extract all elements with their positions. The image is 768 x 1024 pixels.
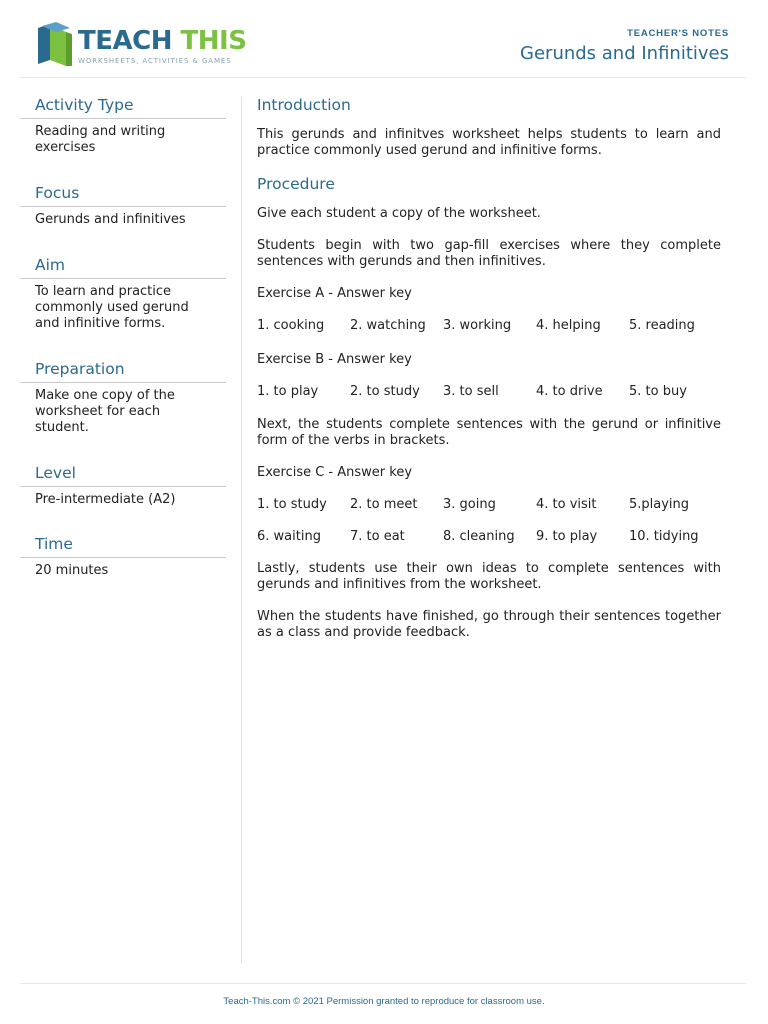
level-heading: Level — [20, 460, 226, 487]
answer-item: 2. watching — [350, 318, 426, 333]
answer-item: 3. working — [443, 318, 512, 333]
time-section — [20, 531, 226, 591]
time-text: 20 minutes — [35, 563, 109, 578]
main-content — [257, 92, 721, 641]
procedure-step-3: Next, the students complete sentences with the gerund or infinitive form of the verbs in brackets. — [257, 417, 721, 448]
level-text: Pre-intermediate (A2) — [35, 492, 176, 507]
aim-heading: Aim — [20, 252, 226, 279]
answer-item: 5. to buy — [629, 384, 687, 399]
preparation-section — [20, 356, 226, 460]
aim-text: To learn and practice commonly used gerund and infinitive forms. — [35, 284, 189, 331]
page-header — [0, 0, 768, 80]
procedure-step-5: When the students have finished, go through their sentences together as a class and provide feedback. — [257, 609, 721, 640]
answer-item: 4. to visit — [536, 497, 597, 512]
level-section — [20, 460, 226, 531]
focus-heading: Focus — [20, 180, 226, 207]
procedure-heading: Procedure — [257, 175, 335, 193]
answer-item: 10. tidying — [629, 529, 699, 544]
procedure-step-4: Lastly, students use their own ideas to complete sentences with gerunds and infinitives from the worksheet. — [257, 561, 721, 592]
answer-item: 2. to meet — [350, 497, 418, 512]
footer-divider — [20, 983, 746, 984]
preparation-heading: Preparation — [20, 356, 226, 383]
answer-item: 3. to sell — [443, 384, 499, 399]
logo-tagline: WORKSHEETS, ACTIVITIES & GAMES — [78, 57, 232, 65]
time-heading: Time — [20, 531, 226, 558]
answer-item: 2. to study — [350, 384, 420, 399]
answer-item: 3. going — [443, 497, 496, 512]
introduction-heading: Introduction — [257, 96, 351, 114]
logo-word-teach: TEACH — [78, 26, 172, 56]
activity-type-heading: Activity Type — [20, 92, 226, 119]
exercise-c-answer-row-2 — [257, 529, 721, 545]
exercise-b-answer-row — [257, 384, 721, 400]
activity-type-section — [20, 92, 226, 180]
column-divider — [241, 97, 242, 964]
answer-item: 9. to play — [536, 529, 598, 544]
answer-item: 1. to play — [257, 384, 319, 399]
answer-item: 1. to study — [257, 497, 327, 512]
exercise-a-answer-row — [257, 318, 721, 334]
answer-item: 6. waiting — [257, 529, 321, 544]
page-title: Gerunds and Infinitives — [520, 43, 729, 64]
aim-section — [20, 252, 226, 356]
teach-this-logo[interactable] — [36, 22, 247, 70]
introduction-text: This gerunds and infinitves worksheet helps students to learn and practice commonly used gerund and infinitive forms. — [257, 127, 721, 158]
answer-item: 4. to drive — [536, 384, 603, 399]
answer-item: 1. cooking — [257, 318, 325, 333]
answer-item: 7. to eat — [350, 529, 405, 544]
exercise-c-answer-row-1 — [257, 497, 721, 513]
procedure-step-1: Give each student a copy of the worksheet. — [257, 206, 541, 221]
exercise-b-label: Exercise B - Answer key — [257, 352, 412, 367]
exercise-c-label: Exercise C - Answer key — [257, 465, 413, 480]
focus-section — [20, 180, 226, 252]
footer-copyright: Teach-This.com © 2021 Permission granted to reproduce for classroom use. — [223, 996, 545, 1007]
sidebar — [20, 92, 226, 591]
answer-item: 5. reading — [629, 318, 695, 333]
answer-item: 4. helping — [536, 318, 601, 333]
header-divider — [20, 77, 746, 78]
procedure-step-2: Students begin with two gap-fill exercises where they complete sentences with gerunds and then infinitives. — [257, 238, 721, 269]
logo-wordmark — [78, 26, 246, 56]
answer-item: 5.playing — [629, 497, 690, 512]
teachers-notes-label: TEACHER'S NOTES — [627, 28, 729, 39]
focus-text: Gerunds and infinitives — [35, 212, 186, 227]
preparation-text: Make one copy of the worksheet for each student. — [35, 388, 175, 435]
logo-word-this: THIS — [180, 26, 247, 56]
answer-item: 8. cleaning — [443, 529, 515, 544]
activity-type-text: Reading and writing exercises — [35, 124, 166, 155]
exercise-a-label: Exercise A - Answer key — [257, 286, 412, 301]
book-logo-icon — [36, 22, 76, 68]
